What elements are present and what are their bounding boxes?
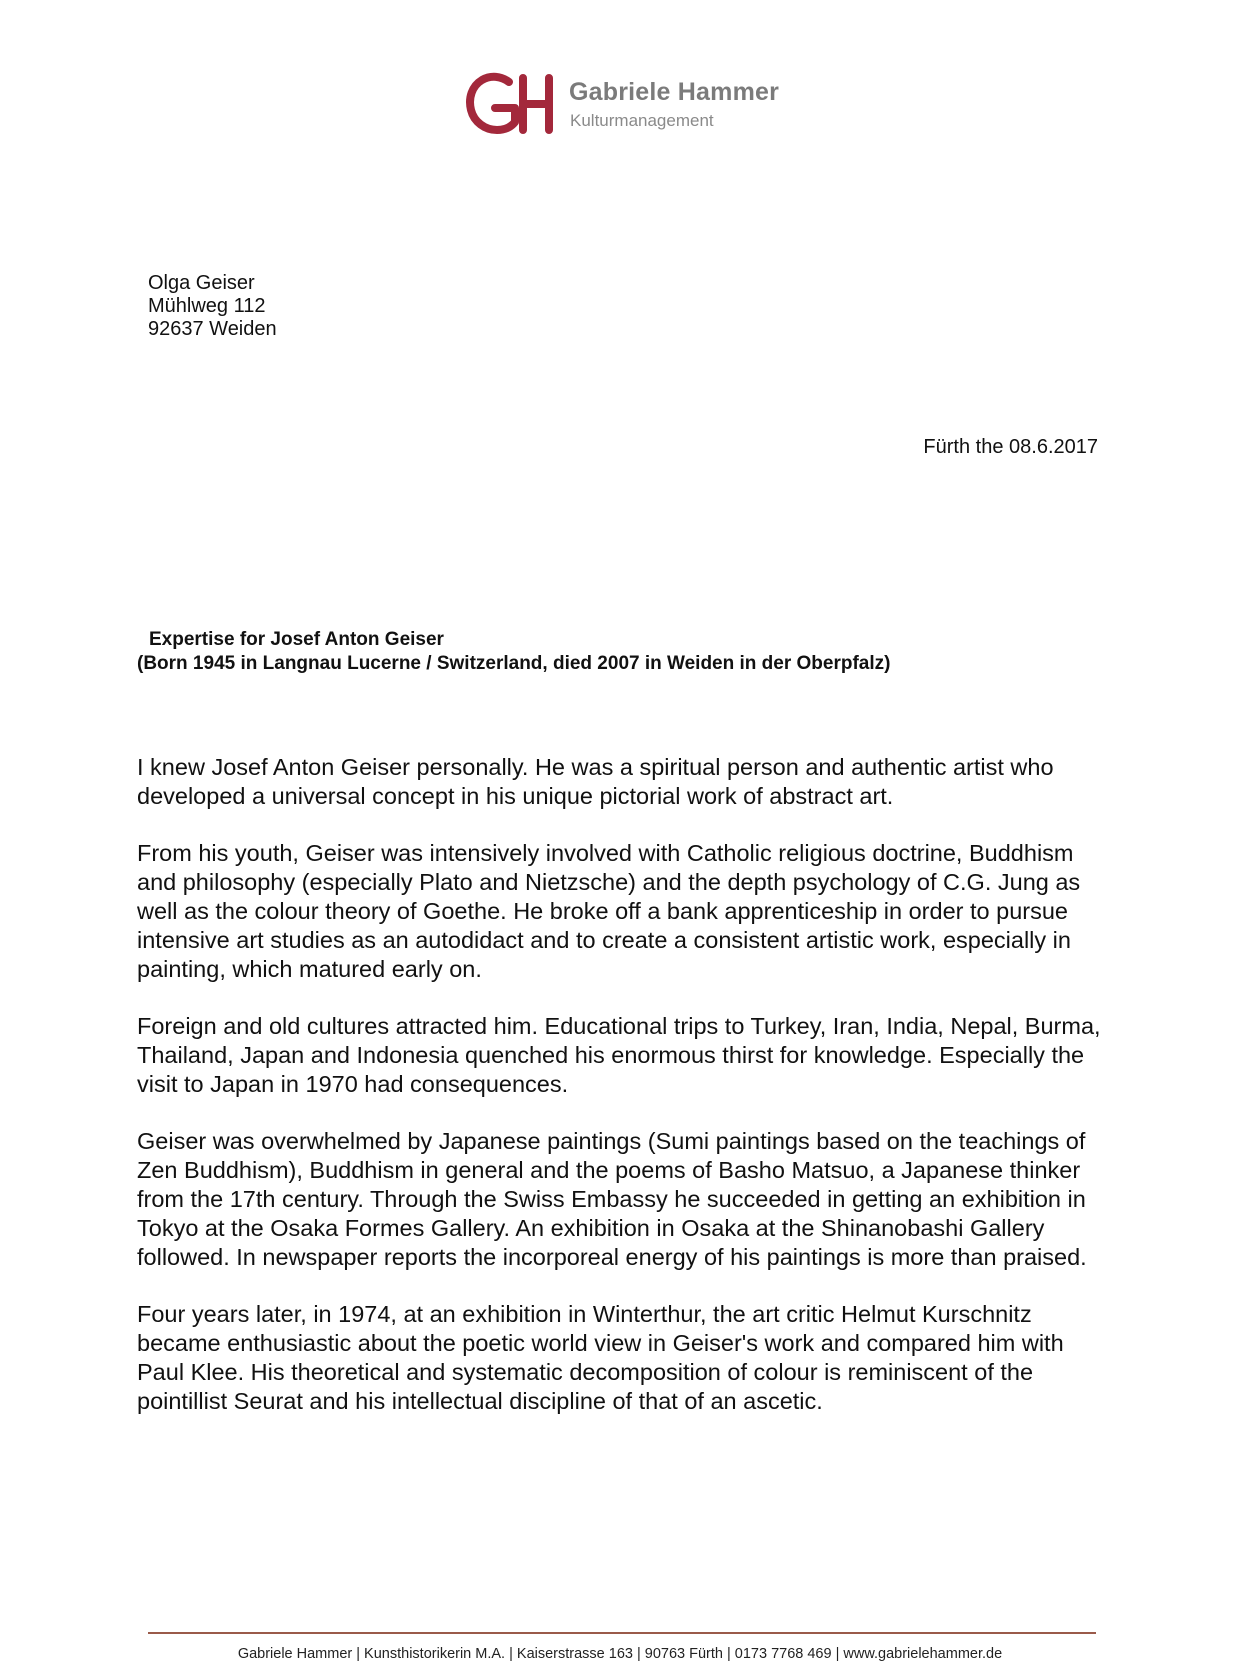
- body-paragraph: I knew Josef Anton Geiser personally. He was a spiritual person and authentic artist who developed a universal concept in his unique pictorial work of abstract art.: [137, 754, 1054, 809]
- body-paragraph: Foreign and old cultures attracted him. Educational trips to Turkey, Iran, India, Nepal, Burma, Thailand, Japan and Indonesia quenched his enormous thirst for knowledge. Especially the visit to Japan in 1970 had consequences.: [137, 1013, 1101, 1097]
- recipient-address: [148, 272, 277, 341]
- footer-divider: [148, 1632, 1096, 1634]
- gh-monogram-icon: [465, 72, 555, 136]
- subject-subtitle: (Born 1945 in Langnau Lucerne / Switzerland, died 2007 in Weiden in der Oberpfalz): [137, 653, 891, 674]
- body-paragraph: From his youth, Geiser was intensively involved with Catholic religious doctrine, Buddhism and philosophy (especially Plato and Nietzsche) and the depth psychology of C.G. Jung as well as the colour theory of Goethe. He broke off a bank apprenticeship in order to pursue intensive art studies as an autodidact and to create a consistent artistic work, especially in painting, which matured early on.: [137, 840, 1081, 982]
- letter-subject: [137, 628, 890, 676]
- body-paragraph: Four years later, in 1974, at an exhibition in Winterthur, the art critic Helmut Kurschnitz became enthusiastic about the poetic world view in Geiser's work and compared him with Paul Klee. His theoretical and systematic decomposition of colour is reminiscent of the pointillist Seurat and his intellectual discipline of that of an ascetic.: [137, 1301, 1064, 1414]
- letterhead-subtitle: Kulturmanagement: [570, 111, 714, 130]
- subject-title: Expertise for Josef Anton Geiser: [149, 629, 444, 650]
- recipient-name: Olga Geiser: [148, 272, 255, 294]
- recipient-city: 92637 Weiden: [148, 318, 277, 340]
- letter-body: [137, 753, 1117, 1444]
- body-paragraph: Geiser was overwhelmed by Japanese paintings (Sumi paintings based on the teachings of Zen Buddhism), Buddhism in general and the poems of Basho Matsuo, a Japanese thinker from the 17th century. Through the Swiss Embassy he succeeded in getting an exhibition in Tokyo at the Osaka Formes Gallery. An exhibition in Osaka at the Shinanobashi Gallery followed. In newspaper reports the incorporeal energy of his paintings is more than praised.: [137, 1128, 1087, 1270]
- recipient-street: Mühlweg 112: [148, 295, 266, 317]
- letter-date: Fürth the 08.6.2017: [923, 436, 1098, 458]
- footer-contact: Gabriele Hammer | Kunsthistorikerin M.A. | Kaiserstrasse 163 | 90763 Fürth | 0173 7768 469 | www.gabrielehammer.de: [237, 1646, 1003, 1662]
- letterhead-logo: [465, 72, 785, 136]
- letterhead-name: Gabriele Hammer: [569, 78, 780, 106]
